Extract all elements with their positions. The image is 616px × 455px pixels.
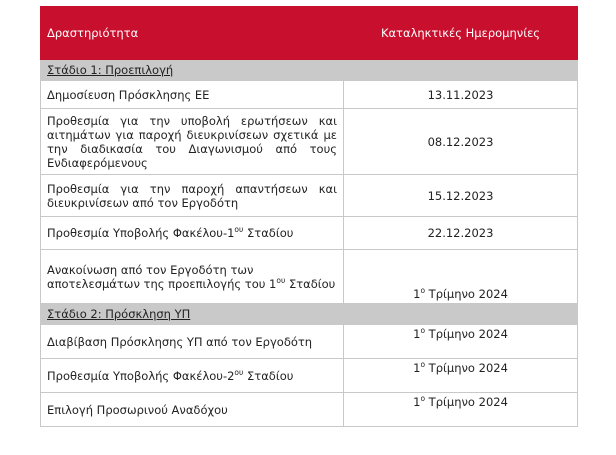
table-row [41, 81, 578, 109]
table-row [41, 325, 578, 359]
table-header-row [41, 7, 578, 60]
stage-2-row [41, 304, 578, 325]
date-cell: $1^o$ Τρίμηνο 2024 [344, 250, 578, 304]
date-cell: 22.12.2023 [344, 217, 578, 250]
date-cell: $1^o$ Τρίμηνο 2024 [344, 359, 578, 393]
stage-1-title: Στάδιο 1: Προεπιλογή [41, 60, 578, 81]
activity-cell: Προθεσμία για την παροχή απαντήσεων και διευκρινίσεων από τον Εργοδότη [41, 175, 344, 217]
activity-cell: Προθεσμία Υποβολής Φακέλου-$1^{o\upsilon}$ Σταδίου [41, 217, 344, 250]
date-cell: $1^o$ Τρίμηνο 2024 [344, 325, 578, 359]
table-row [41, 359, 578, 393]
date-cell: 15.12.2023 [344, 175, 578, 217]
activity-cell: Δημοσίευση Πρόσκλησης ΕΕ [41, 81, 344, 109]
stage-2-title: Στάδιο 2: Πρόσκληση ΥΠ [41, 304, 578, 325]
table-row [41, 393, 578, 427]
activity-cell: Ανακοίνωση από τον Εργοδότη των αποτελεσμάτων της προεπιλογής του $1^{o\upsilon}$ Σταδίου [41, 250, 344, 304]
date-cell: 08.12.2023 [344, 109, 578, 175]
header-activity: Δραστηριότητα [41, 7, 344, 60]
stage-1-row [41, 60, 578, 81]
header-deadlines: Καταληκτικές Ημερομηνίες [344, 7, 578, 60]
table-row [41, 250, 578, 304]
table-row [41, 217, 578, 250]
timeline-table [40, 6, 578, 427]
table-row [41, 175, 578, 217]
activity-cell: Διαβίβαση Πρόσκλησης ΥΠ από τον Εργοδότη [41, 325, 344, 359]
activity-cell: Προθεσμία Υποβολής Φακέλου-$2^{o\upsilon}$ Σταδίου [41, 359, 344, 393]
activity-cell: Επιλογή Προσωρινού Αναδόχου [41, 393, 344, 427]
table-row [41, 109, 578, 175]
activity-cell: Προθεσμία για την υποβολή ερωτήσεων και αιτημάτων για παροχή διευκρινίσεων σχετικά με την διαδικασία του Διαγωνισμού από τους Ενδιαφερόμενους [41, 109, 344, 175]
date-cell: 13.11.2023 [344, 81, 578, 109]
date-cell: $1^o$ Τρίμηνο 2024 [344, 393, 578, 427]
